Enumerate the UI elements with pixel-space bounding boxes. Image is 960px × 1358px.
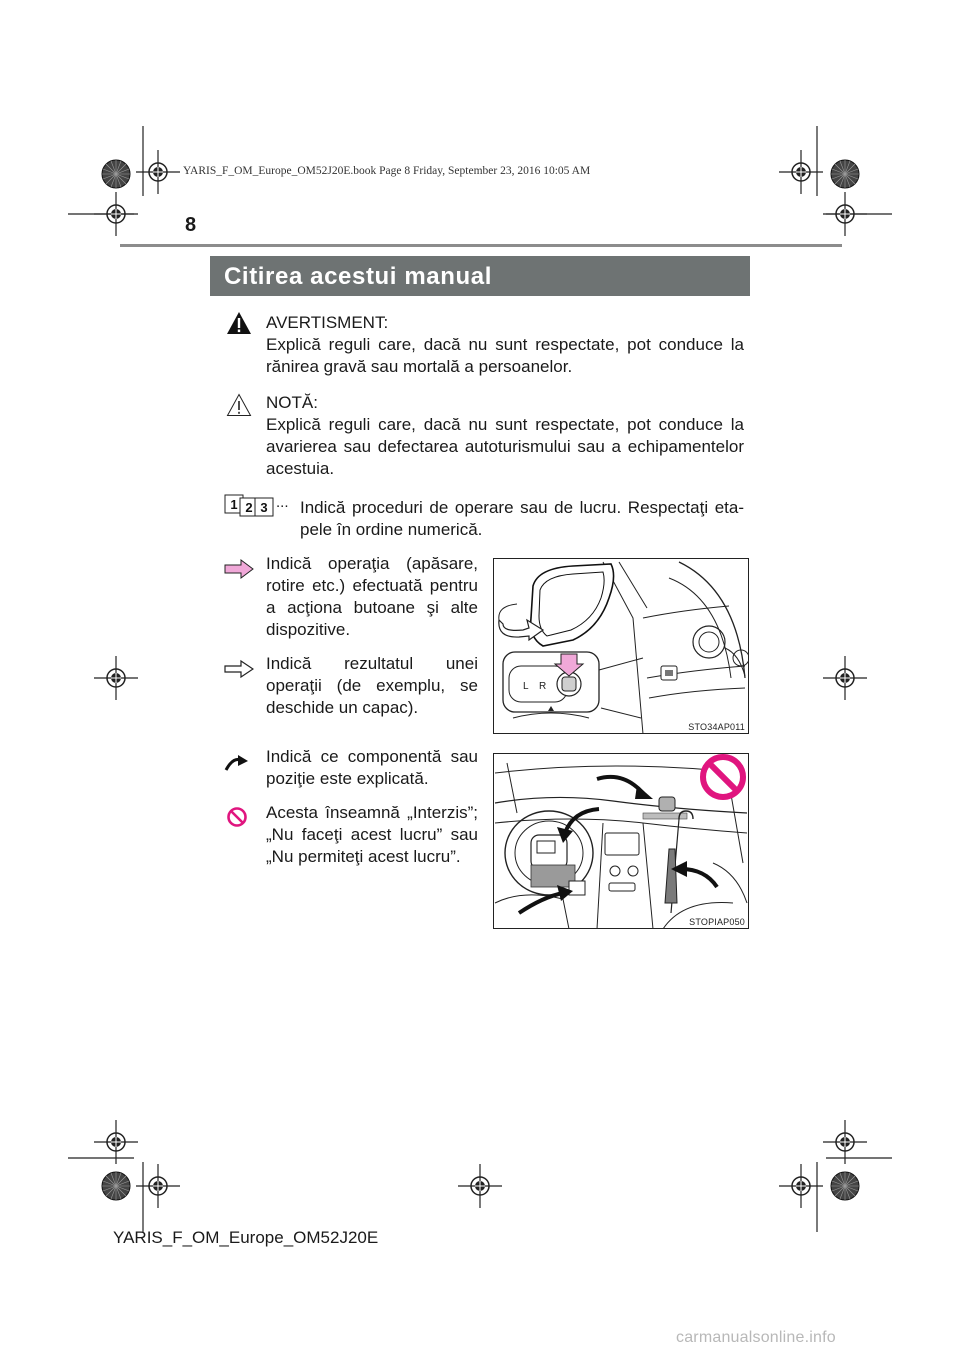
step-number-3: 3 — [260, 500, 268, 515]
page-number: 8 — [185, 214, 197, 236]
steps-text: Indică proceduri de operare sau de lucru. Respectaţi eta-pele în ordine numerică. — [300, 498, 744, 539]
forbidden-text: Acesta înseamnă „Interzis”; „Nu faceţi acest lucru” sau „Nu permiteţi acest lucru”. — [266, 803, 478, 866]
notice-text: Explică reguli care, dacă nu sunt respectate, pot conduce la avarierea sau defectarea autoturismului sau a echipamentelor acestuia. — [266, 415, 744, 478]
dashboard-figure — [493, 753, 749, 929]
mirror-switch-label-l: L — [523, 681, 529, 692]
footer-text: YARIS_F_OM_Europe_OM52J20E — [113, 1228, 379, 1247]
mirror-switch-label-r: R — [539, 681, 547, 692]
steps-dots: ... — [276, 494, 289, 511]
result-text: Indică rezultatul unei operaţii (de exemplu, se deschide un capac). — [266, 654, 478, 717]
component-text: Indică ce componentă sau poziţie este explicată. — [266, 747, 478, 788]
outline-arrow-icon — [224, 659, 254, 679]
book-header: YARIS_F_OM_Europe_OM52J20E.book Page 8 Friday, September 23, 2016 10:05 AM — [183, 165, 591, 177]
header-rule — [120, 244, 842, 247]
warning-text: Explică reguli care, dacă nu sunt respectate, pot conduce la rănirea gravă sau mortală a persoanelor. — [266, 335, 744, 376]
mirror-figure-code: STO34AP011 — [688, 722, 745, 732]
curved-pointer-arrow-icon — [224, 752, 250, 772]
operation-text: Indică operaţia (apăsare, rotire etc.) efectuată pentru a acţiona butoane şi alte dispozitive. — [266, 554, 478, 639]
warning-triangle-filled-icon — [226, 311, 252, 335]
step-number-1: 1 — [230, 497, 238, 512]
watermark: carmanualsonline.info — [676, 1329, 836, 1346]
step-number-2: 2 — [245, 500, 253, 515]
pink-filled-arrow-icon — [224, 559, 254, 579]
mirror-figure — [493, 558, 749, 734]
notice-heading: NOTĂ: — [266, 393, 318, 412]
numbered-steps-icon — [224, 494, 276, 518]
warning-triangle-outline-icon — [226, 393, 252, 417]
prohibition-icon — [226, 806, 248, 828]
section-bar — [210, 256, 750, 296]
dashboard-figure-code: STOPIAP050 — [689, 917, 745, 927]
section-title: Citirea acestui manual — [224, 263, 492, 290]
warning-heading: AVERTISMENT: — [266, 313, 389, 332]
